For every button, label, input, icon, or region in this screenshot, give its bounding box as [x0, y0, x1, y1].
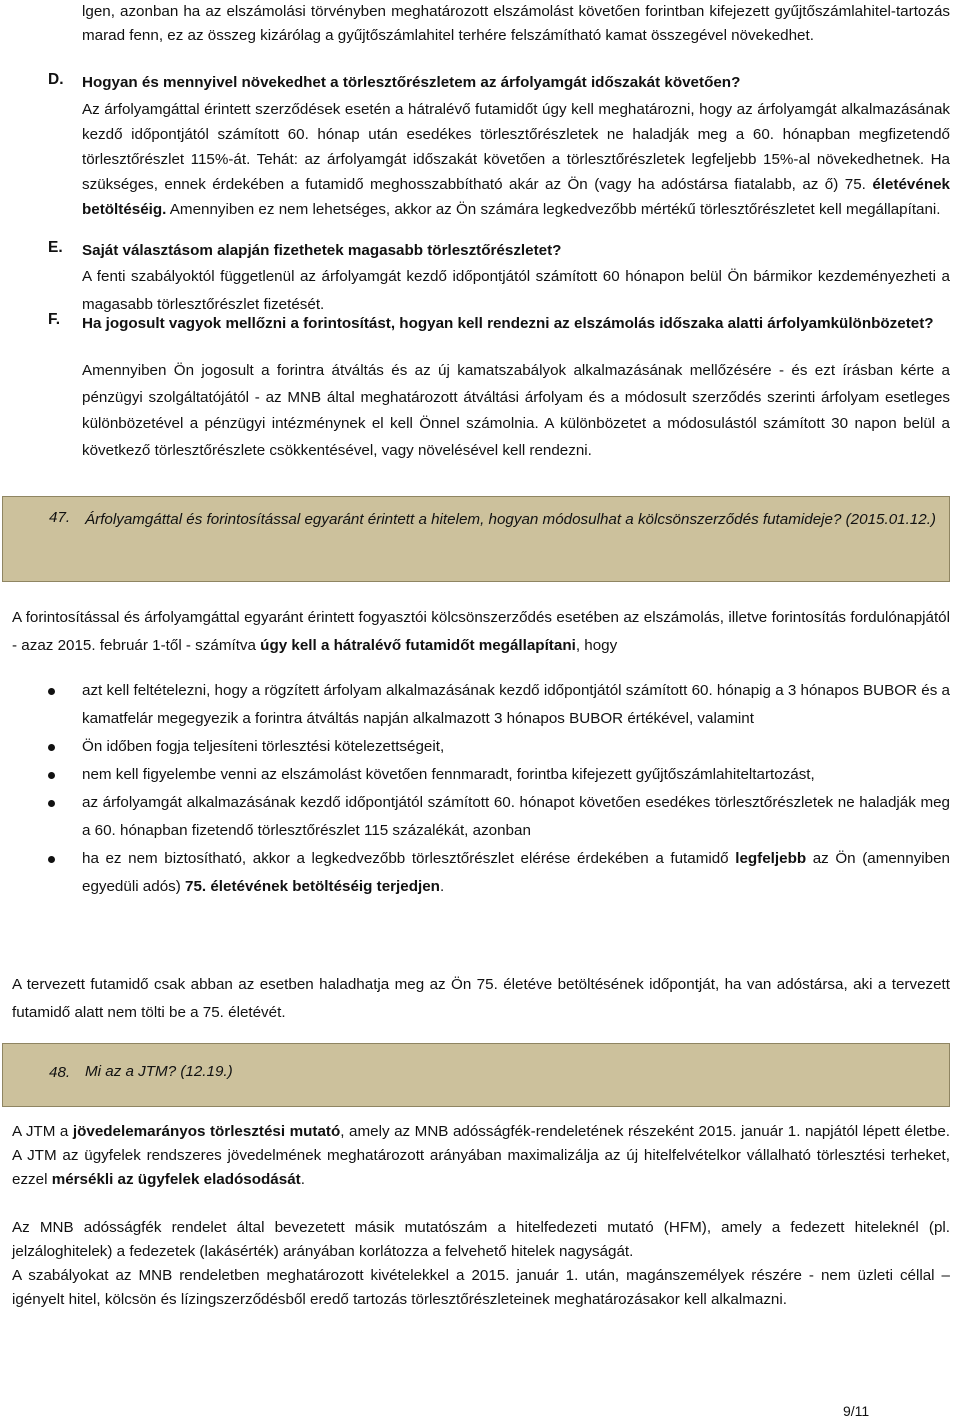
bullet-item: az árfolyamgát alkalmazásának kezdő időpontjától számított 60. hónapot követően esedékes törlesztőrészletek ne haladják meg a 60. hónapban fizetendő törlesztőrészlet 115 százalékát, azonban [0, 789, 950, 845]
bullet-item: ha ez nem biztosítható, akkor a legkedvezőbb törlesztőrészlet elérése érdekében a futamidő legfeljebb az Ön (amennyiben egyedüli adós) 75. életévének betöltéséig terjedjen. [0, 845, 950, 901]
bullet-item: Ön időben fogja teljesíteni törlesztési kötelezettségeit, [0, 733, 950, 761]
rules-paragraph: A szabályokat az MNB rendeletben meghatározott kivételekkel a 2015. január 1. után, magánszemélyek részére - nem üzleti céllal – igényelt hitel, kölcsön és lízingszerződésből eredő tartozás törlesztőrészleteinek meghatározásakor kell alkalmazni. [12, 1267, 950, 1308]
question-48-number: 48. [49, 1064, 71, 1081]
question-47-number: 47. [49, 509, 71, 526]
question-47-box [2, 496, 950, 582]
question-48-title: Mi az a JTM? (12.19.) [85, 1063, 233, 1080]
bullet-item: nem kell figyelembe venni az elszámolást követően fennmaradt, forintba kifejezett gyűjtőszámlahiteltartozást, [0, 761, 950, 789]
hfm-paragraph: Az MNB adósságfék rendelet által bevezetett másik mutatószám a hitelfedezeti mutató (HFM), amely a fedezett hiteleknél (pl. jelzáloghitelek) a fedezetek (lakásérték) arányában korlátozza a felvehető hitelek nagyságát. [12, 1219, 950, 1260]
q47-bullet-list [0, 677, 950, 901]
section-f-letter: F. [48, 311, 61, 328]
question-47-title: Árfolyamgáttal és forintosítással egyaránt érintett a hitelem, hogyan módosulhat a kölcsönszerződés futamideje? (2015.01.12.) [85, 511, 936, 528]
bullet-item: azt kell feltételezni, hogy a rögzített árfolyam alkalmazásának kezdő időpontjától számított 60. hónapig a 3 hónapos BUBOR és a kamatfelár megegyezik a forintra átváltás napján alkalmazott 3 hónapos BUBOR értékével, valamint [0, 677, 950, 733]
jtm-paragraph: A JTM a jövedelemarányos törlesztési mutató, amely az MNB adósságfék-rendeletének részeként 2015. január 1. napjától lépett életbe. A JTM az ügyfelek rendszeres jövedelmének meghatározott arányában maximalizálja az új hitelfelvételkor vállalható törlesztési terheket, ezzel mérsékli az ügyfelek eladósodását. [12, 1123, 951, 1188]
section-e-question: Saját választásom alapján fizethetek magasabb törlesztőrészletet? [82, 242, 562, 259]
q47-closing: A tervezett futamidő csak abban az esetben haladhatja meg az Ön 75. életéve betöltésének időpontját, ha van adóstársa, aki a tervezett futamidő alatt nem tölti be a 75. életévét. [12, 976, 950, 1021]
section-d-question: Hogyan és mennyivel növekedhet a törlesztőrészletem az árfolyamgát időszakát követően? [82, 74, 741, 91]
section-d-letter: D. [48, 71, 64, 88]
section-e-body: A fenti szabályoktól függetlenül az árfolyamgát kezdő időpontjától számított 60 hónapon belül Ön bármikor kezdeményezheti a magasabb törlesztőrészlet fizetését. [82, 268, 950, 313]
page-number: 9/11 [843, 1403, 870, 1419]
q47-intro: A forintosítással és árfolyamgáttal egyaránt érintett fogyasztói kölcsönszerződés esetében az elszámolás, illetve forintosítás fordulónapjától - azaz 2015. február 1-től - számítva úgy kell a hátralévő futamidőt megállapítani, hogy [12, 609, 950, 654]
section-e-letter: E. [48, 239, 63, 256]
section-f-body: Amennyiben Ön jogosult a forintra átváltás és az új kamatszabályok alkalmazásának mellőzésére - és ezt írásban kérte a pénzügyi szolgáltatójától - az MNB által meghatározott átváltási árfolyam és a módosult szerződés szerinti árfolyam esetleges különbözetével a pénzügyi intézménynek el kell Önnel számolnia. A különbözetet a módosulástól számított 30 napon belül a következő törlesztőrészlete csökkentésével, vagy növelésével kell rendezni. [82, 362, 950, 459]
section-f-question: Ha jogosult vagyok mellőzni a forintosítást, hogyan kell rendezni az elszámolás időszaka alatti árfolyamkülönbözetet? [82, 315, 934, 332]
section-d-body: Az árfolyamgáttal érintett szerződések esetén a hátralévő futamidőt úgy kell meghatározni, hogy az árfolyamgát alkalmazásának kezdő időpontjától számított 60. hónap után esedékes törlesztőrészletek ne haladják meg a 60. hónapban megfizetendő törlesztőrészlet 115%-át. Tehát: az árfolyamgát időszakát követően a törlesztőrészletek legfeljebb 15%-al növekedhetnek. Ha szükséges, ennek érdekében a futamidő meghosszabbítható akár az Ön (vagy ha adóstársa fiatalabb, az ő) 75. életévének betöltéséig. Amennyiben ez nem lehetséges, akkor az Ön számára legkedvezőbb mértékű törlesztőrészletet kell megállapítani. [82, 101, 950, 218]
question-48-box [2, 1043, 950, 1107]
top-paragraph: lgen, azonban ha az elszámolási törvényben meghatározott elszámolást követően forintban kifejezett gyűjtőszámlahitel-tartozás marad fenn, ez az összeg kizárólag a gyűjtőszámlahitel terhére felszámítható kamat összegével növekedhet. [82, 3, 950, 44]
